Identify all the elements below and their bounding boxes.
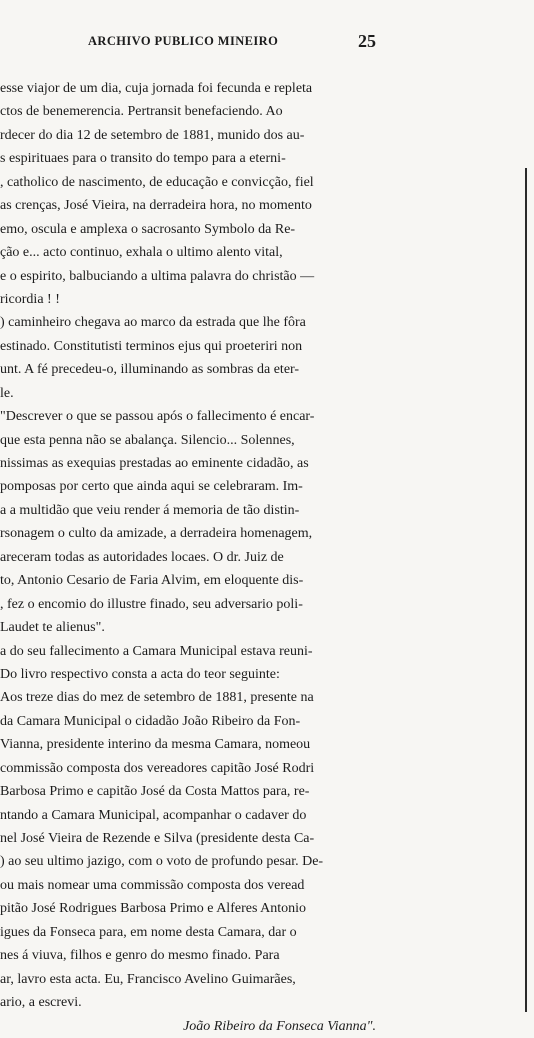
running-title: ARCHIVO PUBLICO MINEIRO: [88, 34, 279, 48]
text-line: ricordia ! !: [0, 291, 60, 307]
text-line: Barbosa Primo e capitão José da Costa Mattos para, re-: [0, 784, 310, 800]
text-line: da Camara Municipal o cidadão João Ribeiro da Fon-: [0, 713, 301, 729]
text-line: nes á viuva, filhos e genro do mesmo finado. Para: [0, 948, 280, 964]
text-line: unt. A fé precedeu-o, illuminando as sombras da eter-: [0, 362, 300, 378]
text-line: Laudet te alienus".: [0, 620, 105, 636]
text-line: e o espirito, balbuciando a ultima palavra do christão —: [0, 268, 315, 284]
text-line: Vianna, presidente interino da mesma Camara, nomeou: [0, 737, 311, 753]
text-line: "Descrever o que se passou após o fallecimento é encar-: [0, 409, 315, 425]
text-line: ctos de benemerencia. Pertransit benefaciendo. Ao: [0, 104, 283, 120]
text-line: Do livro respectivo consta a acta do teor seguinte:: [0, 666, 280, 682]
text-line: igues da Fonseca para, em nome desta Camara, dar o: [0, 924, 297, 940]
text-line: a a multidão que veiu render á memoria de tão distin-: [0, 502, 300, 518]
text-line: ção e... acto continuo, exhala o ultimo alento vital,: [0, 245, 283, 261]
text-line: rsonagem o culto da amizade, a derradeira homenagem,: [0, 526, 313, 542]
text-line: , fez o encomio do illustre finado, seu adversario poli-: [0, 596, 303, 612]
text-line: areceram todas as autoridades locaes. O dr. Juiz de: [0, 549, 284, 565]
text-line: nel José Vieira de Rezende e Silva (presidente desta Ca-: [0, 831, 315, 846]
text-line: to, Antonio Cesario de Faria Alvim, em eloquente dis-: [0, 573, 304, 589]
page-number: 25: [358, 31, 376, 51]
text-line: rdecer do dia 12 de setembro de 1881, munido dos au-: [0, 127, 305, 143]
text-line: , catholico de nascimento, de educação e convicção, fiel: [0, 174, 314, 190]
page-edge-rule: [525, 168, 527, 1012]
page-header: [0, 31, 534, 56]
text-line: ) caminheiro chegava ao marco da estrada que lhe fôra: [0, 315, 306, 331]
text-line: ar, lavro esta acta. Eu, Francisco Avelino Guimarães,: [0, 971, 296, 987]
text-line: a do seu fallecimento a Camara Municipal estava reuni-: [0, 643, 313, 659]
signature: João Ribeiro da Fonseca Vianna".: [183, 1018, 376, 1034]
text-line: ) ao seu ultimo jazigo, com o voto de profundo pesar. De-: [0, 854, 324, 870]
text-line: as crenças, José Vieira, na derradeira hora, no momento: [0, 198, 312, 214]
text-line: pomposas por certo que ainda aqui se celebraram. Im-: [0, 479, 303, 495]
text-line: Aos treze dias do mez de setembro de 1881, presente na: [0, 690, 314, 706]
text-line: ario, a escrevi.: [0, 995, 82, 1011]
text-line: estinado. Constitutisti terminos ejus qui proeteriri non: [0, 338, 303, 354]
body-text: [0, 77, 376, 1038]
text-line: que esta penna não se abalança. Silencio... Solennes,: [0, 432, 295, 448]
text-line: pitão José Rodrigues Barbosa Primo e Alferes Antonio: [0, 901, 307, 917]
text-line: commissão composta dos vereadores capitão José Rodri: [0, 760, 315, 776]
text-line: ou mais nomear uma commissão composta dos veread: [0, 877, 305, 893]
text-line: s espirituaes para o transito do tempo para a eterni-: [0, 151, 286, 167]
text-line: esse viajor de um dia, cuja jornada foi fecunda e repleta: [0, 81, 313, 96]
text-line: le.: [0, 385, 14, 401]
text-line: nissimas as exequias prestadas ao eminente cidadão, as: [0, 456, 309, 471]
text-line: ntando a Camara Municipal, acompanhar o cadaver do: [0, 807, 307, 823]
text-line: emo, oscula e amplexa o sacrosanto Symbolo da Re-: [0, 221, 296, 237]
